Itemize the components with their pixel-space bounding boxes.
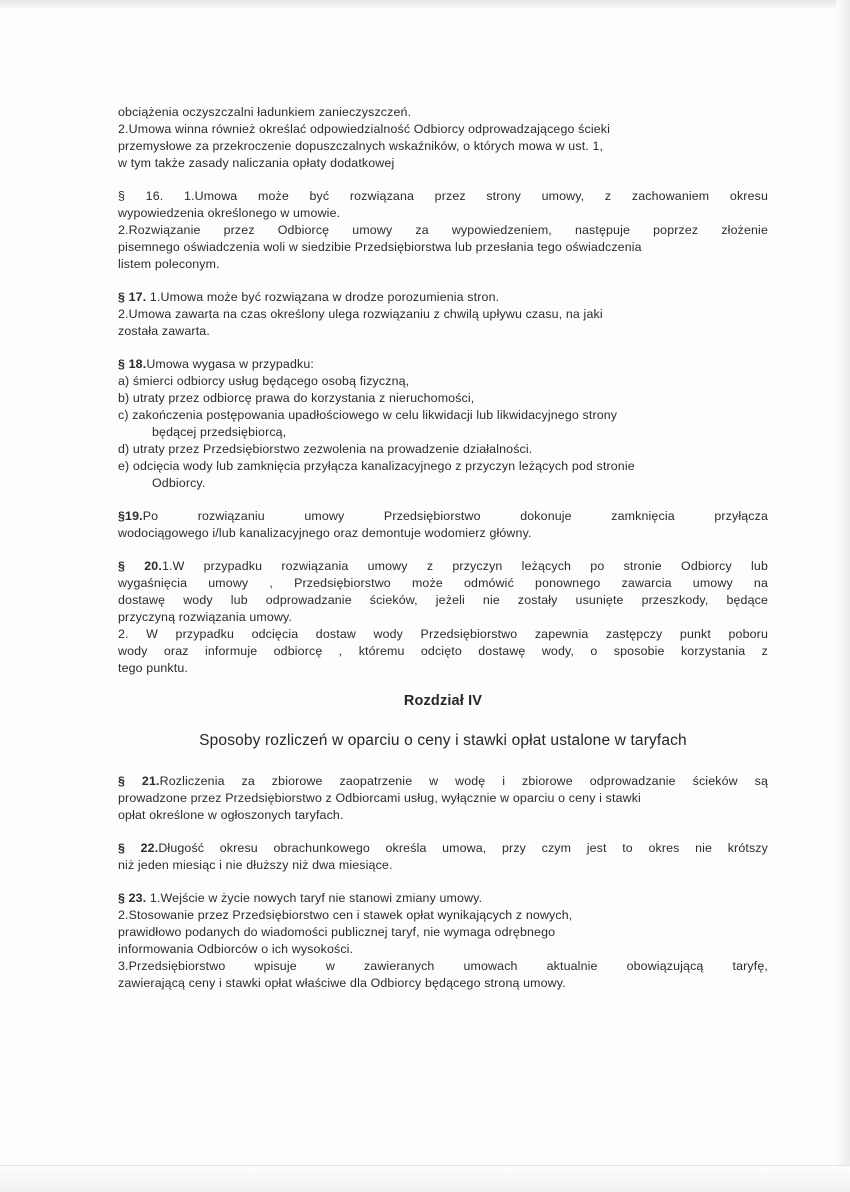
section-text: Rozliczenia za zbiorowe zaopatrzenie w wodę i zbiorowe odprowadzanie ścieków są [159, 774, 768, 788]
list-item: c) zakończenia postępowania upadłościowego w celu likwidacji lub likwidacyjnego strony [118, 408, 618, 422]
text-line: wypowiedzenia określonego w umowie. [118, 206, 341, 220]
text-line: informowania Odbiorców o ich wysokości. [118, 942, 354, 956]
text-line: obciążenia oczyszczalni ładunkiem zanieczyszczeń. [118, 105, 412, 119]
text-line: zawierającą ceny i stawki opłat właściwe dla Odbiorcy będącego stroną umowy. [118, 976, 566, 990]
text-line: wygaśnięcia umowy , Przedsiębiorstwo może odmówić ponownego zawarcia umowy na [118, 576, 768, 590]
text-line: wody oraz informuje odbiorcę , któremu odcięto dostawę wody, o sposobie korzystania z [118, 644, 768, 658]
text-line [118, 773, 768, 790]
section-number: § 23. [118, 891, 147, 905]
section-number: § 21. [118, 774, 160, 788]
section-21 [118, 773, 768, 824]
scan-edge-top [0, 0, 850, 10]
section-number: § 20. [118, 559, 162, 573]
text-line [118, 558, 768, 575]
text-line: 3.Przedsiębiorstwo wpisuje w zawieranych umowach aktualnie obowiązującą taryfę, [118, 959, 768, 973]
list-item: a) śmierci odbiorcy usług będącego osobą fizyczną, [118, 374, 410, 388]
text-line: pisemnego oświadczenia woli w siedzibie Przedsiębiorstwa lub przesłania tego oświadczenia [118, 240, 642, 254]
paragraph-continuation [118, 104, 768, 172]
section-17 [118, 289, 768, 340]
document-body [118, 104, 768, 1008]
section-text: Po rozwiązaniu umowy Przedsiębiorstwo dokonuje zamknięcia przyłącza [142, 509, 768, 523]
text-line: w tym także zasady naliczania opłaty dodatkowej [118, 156, 395, 170]
text-line: przyczyną rozwiązania umowy. [118, 610, 293, 624]
section-text: 1.W przypadku rozwiązania umowy z przyczyn leżących po stronie Odbiorcy lub [161, 559, 769, 573]
text-line [118, 356, 768, 373]
section-number: §19. [118, 509, 143, 523]
text-line: 2.Stosowanie przez Przedsiębiorstwo cen i stawek opłat wynikających z nowych, [118, 908, 573, 922]
section-text: 1.Wejście w życie nowych taryf nie stanowi zmiany umowy. [146, 891, 483, 905]
text-line: prawidłowo podanych do wiadomości publicznej taryf, nie wymaga odrębnego [118, 925, 556, 939]
section-text: Umowa wygasa w przypadku: [146, 357, 314, 371]
list-item: e) odcięcia wody lub zamknięcia przyłącza kanalizacyjnego z przyczyn leżących pod stronie [118, 459, 635, 473]
text-line [118, 890, 768, 907]
text-line: listem poleconym. [118, 257, 220, 271]
section-text: Długość okresu obrachunkowego określa umowa, przy czym jest to okres nie krótszy [158, 841, 768, 855]
text-line: wodociągowego i/lub kanalizacyjnego oraz demontuje wodomierz główny. [118, 526, 532, 540]
list-item-continuation: Odbiorcy. [152, 476, 206, 490]
list-item-continuation: będącej przedsiębiorcą, [152, 425, 287, 439]
text-line [118, 508, 768, 525]
scan-edge-right [836, 0, 850, 1192]
section-22 [118, 840, 768, 874]
section-23 [118, 890, 768, 992]
text-line: została zawarta. [118, 324, 210, 338]
text-line: niż jeden miesiąc i nie dłuższy niż dwa miesiące. [118, 858, 393, 872]
text-line [118, 289, 768, 306]
text-line: opłat określone w ogłoszonych taryfach. [118, 808, 344, 822]
section-16 [118, 188, 768, 273]
section-number: § 17. [118, 290, 147, 304]
text-line: prowadzone przez Przedsiębiorstwo z Odbiorcami usług, wyłącznie w oparciu o ceny i stawki [118, 791, 641, 805]
list-item: b) utraty przez odbiorcę prawa do korzystania z nieruchomości, [118, 391, 475, 405]
text-line: 2.Umowa winna również określać odpowiedzialność Odbiorcy odprowadzającego ścieki [118, 122, 611, 136]
section-18 [118, 356, 768, 492]
text-line: tego punktu. [118, 661, 189, 675]
list-item: d) utraty przez Przedsiębiorstwo zezwolenia na prowadzenie działalności. [118, 442, 533, 456]
section-20 [118, 558, 768, 677]
section-19 [118, 508, 768, 542]
text-line: 2. W przypadku odcięcia dostaw wody Przedsiębiorstwo zapewnia zastępczy punkt poboru [118, 627, 768, 641]
text-line: przemysłowe za przekroczenie dopuszczalnych wskaźników, o których mowa w ust. 1, [118, 139, 604, 153]
section-text: 1.Umowa może być rozwiązana w drodze porozumienia stron. [146, 290, 500, 304]
text-line [118, 840, 768, 857]
text-line: 2.Rozwiązanie przez Odbiorcę umowy za wypowiedzeniem, następuje poprzez złożenie [118, 223, 768, 237]
text-line: dostawę wody lub odprowadzanie ścieków, jeżeli nie zostały usunięte przeszkody, będące [118, 593, 768, 607]
scan-edge-bottom [0, 1165, 850, 1192]
text-line: § 16. 1.Umowa może być rozwiązana przez strony umowy, z zachowaniem okresu [118, 189, 768, 203]
section-number: § 22. [118, 841, 159, 855]
chapter-title: Rozdział IV [403, 693, 483, 709]
section-number: § 18. [118, 357, 147, 371]
chapter-subtitle: Sposoby rozliczeń w oparciu o ceny i stawki opłat ustalone w taryfach [199, 732, 687, 749]
text-line: 2.Umowa zawarta na czas określony ulega rozwiązaniu z chwilą upływu czasu, na jaki [118, 307, 603, 321]
